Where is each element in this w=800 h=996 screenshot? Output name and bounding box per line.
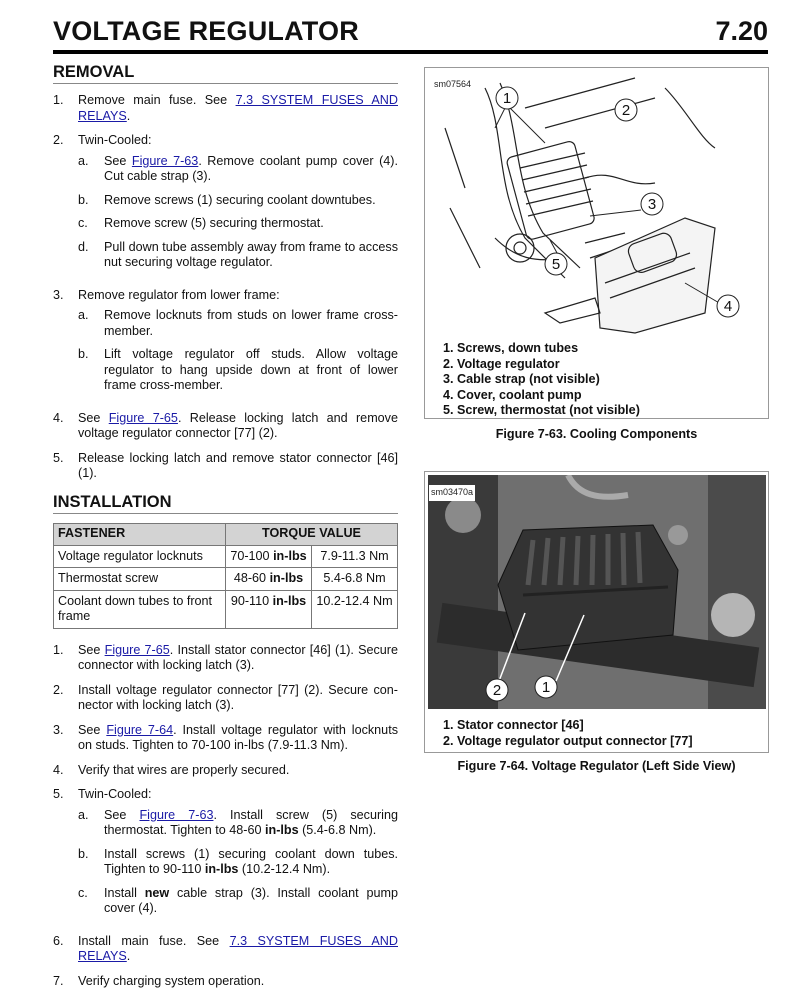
callout-3: 3 xyxy=(647,196,657,213)
voltage-regulator-photo xyxy=(428,475,766,709)
install-step-7: 7. Verify charging system operation. xyxy=(53,973,265,988)
installation-heading: INSTALLATION xyxy=(53,492,398,514)
removal-step-2c: c. Remove screw (5) securing thermostat. xyxy=(78,216,324,230)
callout-4: 4 xyxy=(723,298,733,315)
removal-step-2b: b. Remove screws (1) securing coolant downtubes. xyxy=(78,192,376,207)
removal-step-2a: a. See Figure 7-63. Remove coolant pump cover (4). Cut cable strap (3). xyxy=(78,153,398,183)
removal-step-2d: d. Pull down tube assembly away from frame to access nut securing voltage regulator. xyxy=(78,239,398,269)
page-number: 7.20 xyxy=(715,16,768,46)
install-step-3: 3. See Figure 7-64. Install voltage regulator with locknuts on studs. Tighten to 70-100 in-lbs (7.9-11.3 Nm). xyxy=(53,722,398,752)
install-step-5c: c. Install new cable strap (3). Install coolant pump cover (4). xyxy=(78,885,398,915)
figure-7-64 xyxy=(424,471,769,753)
figure-7-64-caption: Figure 7-64. Voltage Regulator (Left Side View) xyxy=(457,759,736,773)
torque-header: TORQUE VALUE xyxy=(226,523,398,545)
removal-step-5: 5. Release locking latch and remove stator connector [46] (1). xyxy=(53,450,398,480)
table-row: Voltage regulator locknuts 70-100 in-lbs 7.9-11.3 Nm xyxy=(54,545,398,568)
install-step-5a: a. See Figure 7-63. Install screw (5) securing thermostat. Tighten to 48-60 in-lbs (5.4-6.8 Nm). xyxy=(78,807,398,837)
figure-7-63 xyxy=(424,67,769,419)
callout-5: 5 xyxy=(551,256,561,273)
install-step-2: 2. Install voltage regulator connector [77] (2). Secure con-nector with locking latch (3). xyxy=(53,682,398,712)
torque-table xyxy=(53,523,398,629)
install-step-5b: b. Install screws (1) securing coolant down tubes. Tighten to 90-110 in-lbs (10.2-12.4 Nm). xyxy=(78,846,398,876)
install-step-6: 6. Install main fuse. See 7.3 SYSTEM FUSES AND RELAYS. xyxy=(53,933,398,963)
fuses-relays-link[interactable]: 7.3 SYSTEM FUSES AND RELAYS xyxy=(78,93,398,123)
callout-1: 1 xyxy=(541,679,551,696)
figure-7-65-link[interactable]: Figure 7-65 xyxy=(108,410,178,425)
figure-tag: sm03470a xyxy=(429,485,475,501)
callout-2: 2 xyxy=(621,102,631,119)
page-title: VOLTAGE REGULATOR xyxy=(53,16,359,46)
removal-step-3a: a. Remove locknuts from studs on lower frame cross-member. xyxy=(78,308,398,338)
removal-step-3b: b. Lift voltage regulator off studs. Allow voltage regulator to hang upside down at front of lower frame cross-member. xyxy=(78,347,398,392)
figure-7-64-legend: 1. Stator connector [46] 2. Voltage regulator output connector [77] xyxy=(443,718,693,748)
figure-7-65-link[interactable]: Figure 7-65 xyxy=(104,642,170,657)
removal-step-3: 3. Remove regulator from lower frame: a. Remove locknuts from studs on lower frame cross-member. b. Lift voltage regulator off studs. Allow voltage regulator to hang upside down at front of lower frame cross-member. xyxy=(53,287,398,392)
figure-tag: sm07564 xyxy=(434,79,472,89)
install-step-4: 4. Verify that wires are properly secured. xyxy=(53,762,290,777)
callout-2: 2 xyxy=(492,682,502,699)
fuses-relays-link[interactable]: 7.3 SYSTEM FUSES AND RELAYS xyxy=(78,933,398,963)
figure-7-63-link[interactable]: Figure 7-63 xyxy=(139,807,214,822)
table-row: Thermostat screw 48-60 in-lbs 5.4-6.8 Nm xyxy=(54,568,398,591)
fastener-header: FASTENER xyxy=(54,523,226,545)
removal-step-2: 2. Twin-Cooled: a. See Figure 7-63. Remove coolant pump cover (4). Cut cable strap (3). b. Remove screws (1) securing coolant downtubes. c. Remove screw (5) securing thermostat. d. Pull down tube assembly away from frame to access nut securing voltage regulator. xyxy=(53,133,398,269)
install-step-5: 5. Twin-Cooled: a. See Figure 7-63. Install screw (5) securing thermostat. Tighten to 48-60 in-lbs (5.4-6.8 Nm). b. Install screws (1) securing coolant down tubes. Tighten to 90-110 in-lbs (10.2-12.4 Nm). c. Install new cable strap (3). Install coolant pump cover (4). xyxy=(53,787,398,915)
figure-7-63-legend: 1. Screws, down tubes 2. Voltage regulator 3. Cable strap (not visible) 4. Cover, coolant pump 5. Screw, thermostat (not visible) xyxy=(443,341,640,417)
figure-7-63-link[interactable]: Figure 7-63 xyxy=(131,153,199,168)
left-column xyxy=(53,62,398,996)
install-step-1: 1. See Figure 7-65. Install stator connector [46] (1). Secure connector with locking latch (3). xyxy=(53,642,398,672)
removal-heading: REMOVAL xyxy=(53,62,398,84)
page-header xyxy=(53,14,768,54)
cooling-components-illustration xyxy=(425,68,768,338)
callout-1: 1 xyxy=(502,90,512,107)
figure-7-64-link[interactable]: Figure 7-64 xyxy=(106,722,174,737)
removal-step-4: 4. See Figure 7-65. Release locking latch and remove voltage regulator connector [77] (2). xyxy=(53,410,398,440)
table-row: Coolant down tubes to front frame 90-110 in-lbs 10.2-12.4 Nm xyxy=(54,590,398,628)
figure-7-63-caption: Figure 7-63. Cooling Components xyxy=(495,427,698,441)
removal-step-1: 1. Remove main fuse. See 7.3 SYSTEM FUSES AND RELAYS. xyxy=(53,93,398,123)
